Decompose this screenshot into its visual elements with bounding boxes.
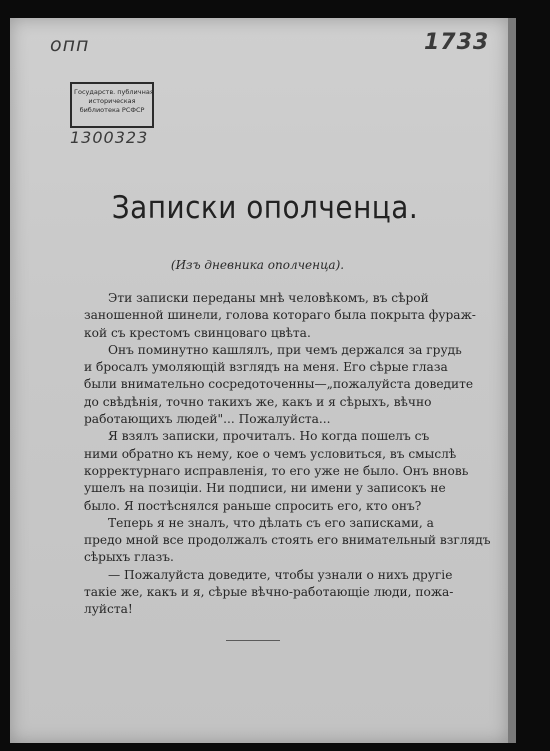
text-line: Онъ поминутно кашлялъ, при чемъ держался за грудь (108, 342, 462, 357)
text-line: корректурнаго исправленія, то его уже не было. Онъ вновь (84, 463, 469, 478)
text-line: были внимательно сосредоточенны—„пожалуйста доведите (84, 377, 474, 392)
text-line: ними обратно къ нему, кое о чемъ условиться, въ смыслѣ (84, 446, 457, 461)
body-text (84, 290, 491, 619)
text-line: ушелъ на позиціи. Ни подписи, ни имени у записокъ не (84, 481, 446, 496)
stamp-line: Государств. публичная (74, 88, 154, 96)
text-line: сѣрыхъ глазъ. (84, 550, 174, 565)
text-line: работающихъ людей"... Пожалуйста... (84, 412, 331, 427)
handwritten-catalog-number: 1733 (424, 30, 490, 55)
text-line: заношенной шинели, голова котораго была покрыта фураж- (84, 308, 476, 323)
page-edge (508, 18, 516, 743)
text-line: было. Я постѣснялся раньше спросить его, кто онъ? (84, 498, 422, 513)
stamp-line: библиотека РСФСР (79, 106, 145, 114)
text-line: — Пожалуйста доведите, чтобы узнали о нихъ другіе (108, 567, 453, 582)
text-line: кой съ крестомъ свинцоваго цвѣта. (84, 325, 311, 340)
page-title: Записки ополченца. (111, 190, 419, 226)
handwritten-note-top-left: опп (50, 34, 90, 56)
text-line: такіе же, какъ и я, сѣрые вѣчно-работающіе люди, пожа- (84, 585, 454, 600)
page-subtitle: (Изъ дневника ополченца). (170, 258, 345, 272)
text-line: и бросалъ умоляющій взглядъ на меня. Его сѣрые глаза (84, 360, 448, 375)
library-stamp (70, 82, 154, 128)
text-line: Эти записки переданы мнѣ человѣкомъ, въ сѣрой (108, 291, 429, 305)
text-line: Я взялъ записки, прочиталъ. Но когда пошелъ съ (108, 429, 430, 444)
section-divider (226, 640, 280, 641)
text-line: до свѣдѣнія, точно такихъ же, какъ и я сѣрыхъ, вѣчно (84, 394, 432, 409)
text-line: Теперь я не зналъ, что дѣлать съ его записками, а (108, 515, 434, 530)
stamp-line: историческая (88, 97, 136, 105)
text-line: предо мной все продолжалъ стоять его внимательный взглядъ (84, 533, 491, 548)
text-line: луйста! (84, 602, 133, 617)
handwritten-inventory-number: 1300323 (70, 128, 149, 147)
